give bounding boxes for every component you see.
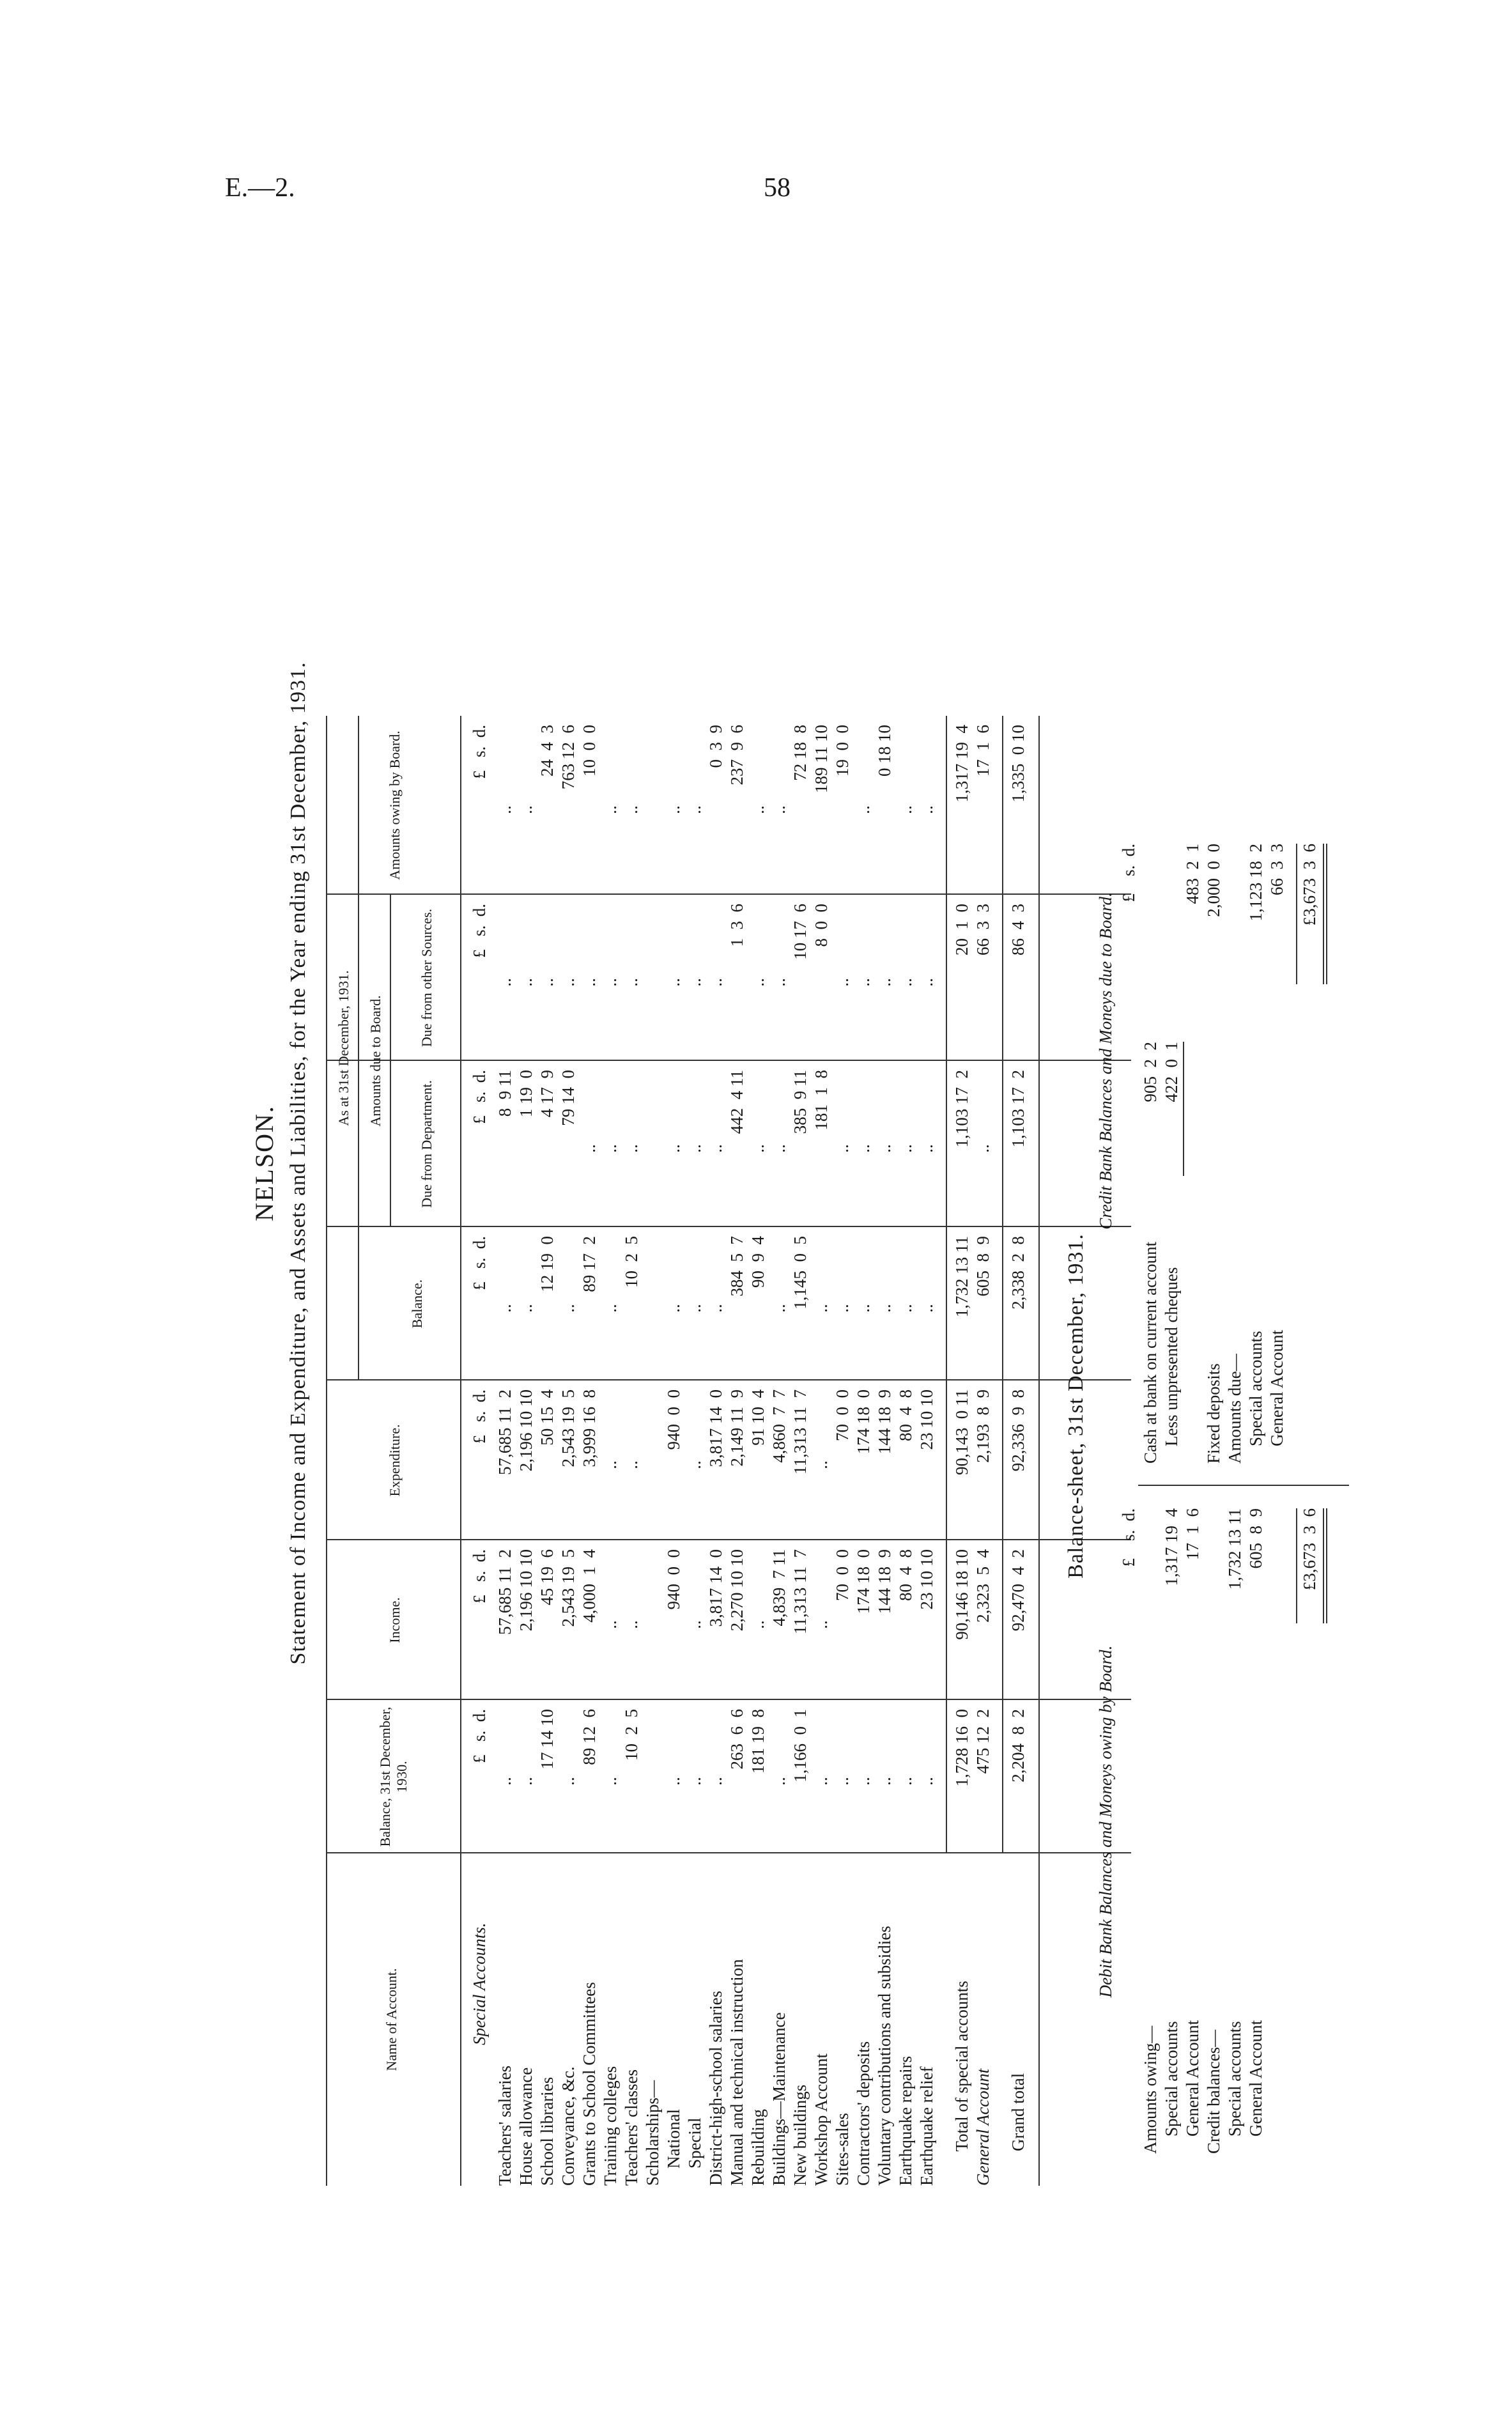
units-label: £ s. d. — [470, 1549, 489, 1604]
row-cell-owing: 763 12 6 — [559, 725, 578, 790]
general-account-row-exp: 2,193 8 9 — [973, 1389, 992, 1463]
row-cell-other: .. — [559, 978, 578, 987]
debit-total-rule-top — [1296, 1508, 1297, 1623]
row-cell-other: .. — [875, 978, 894, 987]
row-cell-other: .. — [495, 978, 514, 987]
credit-label: Less unpresented cheques — [1162, 1267, 1181, 1464]
row-cell-exp: .. — [601, 1460, 620, 1469]
row-cell-income: .. — [812, 1620, 831, 1629]
row-label: Manual and technical instruction — [727, 1959, 746, 2186]
row-cell-income: 174 18 0 — [854, 1549, 873, 1614]
due-to-board-rule — [390, 895, 391, 1227]
credit-label: Cash at bank on current account — [1141, 1241, 1160, 1464]
row-cell-bal: 384 5 7 — [727, 1236, 746, 1297]
header-due-dept: Due from Department. — [419, 1080, 435, 1208]
row-cell-owing: .. — [769, 805, 789, 814]
row-cell-income: 2,543 19 5 — [559, 1549, 578, 1627]
balance-sheet-title: Balance-sheet, 31st December, 1931. — [1064, 1233, 1088, 1579]
debit-total-rule-bottom — [1323, 1508, 1324, 1623]
credit-label: Special accounts — [1246, 1331, 1265, 1464]
row-label: Conveyance, &c. — [559, 2066, 578, 2186]
debit-amount: 1,732 13 11 — [1225, 1508, 1244, 1590]
header-owing: Amounts owing by Board. — [387, 731, 403, 880]
row-cell-bal1930: .. — [664, 1777, 683, 1786]
grand-total-row-bal1930: 2,204 8 2 — [1008, 1709, 1028, 1782]
row-cell-exp: .. — [622, 1460, 641, 1469]
row-cell-bal: .. — [664, 1304, 683, 1313]
row-cell-dept: 79 14 0 — [559, 1070, 578, 1126]
row-label: Training colleges — [601, 2066, 620, 2186]
row-cell-exp: 50 15 4 — [537, 1389, 557, 1446]
grand-total-rule — [1002, 716, 1003, 1853]
row-cell-exp: 57,685 11 2 — [495, 1389, 514, 1475]
row-label: National — [664, 2109, 683, 2186]
row-cell-bal1930: 181 19 8 — [748, 1709, 768, 1774]
row-cell-dept: .. — [833, 1144, 852, 1153]
page-number: 58 — [764, 173, 791, 203]
row-cell-exp: 3,999 16 8 — [580, 1389, 599, 1467]
header-due-to-board: Amounts due to Board. — [367, 995, 383, 1127]
row-cell-dept: .. — [706, 1144, 725, 1153]
row-cell-bal: .. — [812, 1304, 831, 1313]
row-cell-income: 57,685 11 2 — [495, 1549, 514, 1635]
credit-label: Fixed deposits — [1204, 1363, 1223, 1464]
credit-amount: 2,000 0 0 — [1204, 844, 1223, 917]
credit-units: £ s. d. — [1119, 844, 1138, 902]
row-cell-bal: .. — [706, 1304, 725, 1313]
total-special-row-bal1930: 1,728 16 0 — [952, 1709, 971, 1787]
general-account-row-bal1930: 475 12 2 — [973, 1709, 992, 1774]
row-cell-owing: 72 18 8 — [791, 725, 810, 781]
row-cell-dept: .. — [601, 1144, 620, 1153]
debit-label: Amounts owing— — [1141, 2025, 1160, 2154]
row-label: New buildings — [791, 2084, 810, 2186]
row-cell-exp: 144 18 9 — [875, 1389, 894, 1455]
units-label: £ s. d. — [470, 904, 489, 958]
row-cell-exp: 2,196 10 10 — [516, 1389, 536, 1472]
credit-amount: 66 3 3 — [1267, 844, 1286, 895]
row-cell-dept: .. — [748, 1144, 768, 1153]
row-cell-exp: 70 0 0 — [833, 1389, 852, 1441]
row-cell-owing: .. — [896, 805, 915, 814]
row-cell-bal1930: 263 6 6 — [727, 1709, 746, 1770]
row-cell-other: 8 0 0 — [812, 904, 831, 947]
total-special-row-label: Total of special accounts — [952, 1981, 971, 2186]
row-cell-income: .. — [685, 1620, 704, 1629]
row-cell-dept: .. — [685, 1144, 704, 1153]
row-cell-bal: .. — [769, 1304, 789, 1313]
row-cell-income: 940 0 0 — [664, 1549, 683, 1610]
credit-amount: 483 2 1 — [1183, 844, 1202, 904]
credit-sub-amount: 905 2 2 — [1141, 1042, 1160, 1102]
units-label: £ s. d. — [470, 725, 489, 779]
row-cell-exp: 80 4 8 — [896, 1389, 915, 1441]
row-cell-bal1930: .. — [875, 1777, 894, 1786]
table-header-rule — [460, 716, 461, 2186]
general-account-row-owing: 17 1 6 — [973, 725, 992, 777]
debit-amount: 17 1 6 — [1183, 1508, 1202, 1560]
row-label: Special — [685, 2117, 704, 2186]
row-label: Workshop Account — [812, 2053, 831, 2186]
row-cell-bal1930: .. — [601, 1777, 620, 1786]
grand-total-row-exp: 92,336 9 8 — [1008, 1389, 1028, 1472]
header-balance: Balance. — [409, 1279, 425, 1329]
units-label: £ s. d. — [470, 1389, 489, 1444]
row-cell-income: 45 19 6 — [537, 1549, 557, 1605]
row-cell-other: .. — [896, 978, 915, 987]
units-label: £ s. d. — [470, 1070, 489, 1124]
row-cell-income: .. — [748, 1620, 768, 1629]
row-cell-exp: .. — [812, 1460, 831, 1469]
row-cell-bal1930: 1,166 0 1 — [791, 1709, 810, 1782]
row-cell-other: .. — [580, 978, 599, 987]
row-cell-bal1930: .. — [559, 1777, 578, 1786]
row-cell-bal1930: .. — [495, 1777, 514, 1786]
row-cell-bal: .. — [495, 1304, 514, 1313]
credit-amount: 1,123 18 2 — [1246, 844, 1265, 922]
credit-sub-amount: 422 0 1 — [1162, 1042, 1181, 1102]
debit-total-rule-bottom2 — [1326, 1508, 1327, 1623]
debit-label: Credit balances— — [1204, 2029, 1223, 2154]
row-cell-bal1930: .. — [917, 1777, 936, 1786]
row-cell-other: .. — [917, 978, 936, 987]
row-cell-other: .. — [537, 978, 557, 987]
row-label: Buildings—Maintenance — [769, 2012, 789, 2186]
row-cell-dept: .. — [580, 1144, 599, 1153]
row-cell-dept: 385 9 11 — [791, 1070, 810, 1134]
row-cell-exp: 11,313 11 7 — [791, 1389, 810, 1474]
row-cell-owing: 189 11 10 — [812, 725, 831, 793]
row-cell-other: 10 17 6 — [791, 904, 810, 960]
row-label: Earthquake repairs — [896, 2055, 915, 2186]
credit-label: General Account — [1267, 1329, 1286, 1464]
row-cell-dept: .. — [917, 1144, 936, 1153]
row-cell-exp: 3,817 14 0 — [706, 1389, 725, 1467]
row-cell-other: .. — [854, 978, 873, 987]
row-cell-exp: 2,149 11 9 — [727, 1389, 746, 1467]
total-special-row-exp: 90,143 0 11 — [952, 1389, 971, 1475]
rotated-page — [249, 89, 1319, 2237]
row-cell-bal: 10 2 5 — [622, 1236, 641, 1288]
row-label: Teachers' classes — [622, 2069, 641, 2186]
debit-label: Special accounts — [1225, 2021, 1244, 2154]
row-cell-income: .. — [601, 1620, 620, 1629]
row-label: Scholarships— — [643, 2080, 662, 2186]
row-cell-other: .. — [622, 978, 641, 987]
credit-total-rule-top — [1296, 844, 1297, 984]
row-label: Voluntary contributions and subsidies — [875, 1926, 894, 2186]
row-cell-exp: 174 18 0 — [854, 1389, 873, 1455]
row-cell-exp: 23 10 10 — [917, 1389, 936, 1450]
row-cell-bal1930: .. — [896, 1777, 915, 1786]
row-cell-dept: 181 1 8 — [812, 1070, 831, 1131]
row-cell-exp: 940 0 0 — [664, 1389, 683, 1450]
row-cell-income: 11,313 11 7 — [791, 1549, 810, 1634]
row-cell-bal1930: .. — [833, 1777, 852, 1786]
debit-label: General Account — [1183, 2020, 1202, 2154]
credit-total: £3,673 3 6 — [1300, 844, 1319, 926]
row-cell-owing: 19 0 0 — [833, 725, 852, 777]
row-cell-owing: .. — [685, 805, 704, 814]
table-bottom-rule — [1038, 716, 1040, 2186]
row-cell-dept: 1 19 0 — [516, 1070, 536, 1118]
row-cell-bal1930: .. — [812, 1777, 831, 1786]
row-cell-bal: .. — [896, 1304, 915, 1313]
row-cell-income: 23 10 10 — [917, 1549, 936, 1610]
row-label: Grants to School Committees — [580, 1982, 599, 2186]
row-cell-other: .. — [706, 978, 725, 987]
row-cell-income: 2,270 10 10 — [727, 1549, 746, 1632]
row-cell-bal1930: 89 12 6 — [580, 1709, 599, 1765]
row-cell-dept: .. — [854, 1144, 873, 1153]
section-special-accounts: Special Accounts. — [470, 1922, 489, 2045]
header-balance-1930: Balance, 31st December, 1930. — [377, 1706, 410, 1847]
row-cell-other: .. — [601, 978, 620, 987]
row-cell-owing: .. — [917, 805, 936, 814]
total-special-row-owing: 1,317 19 4 — [952, 725, 971, 803]
row-cell-income: 2,196 10 10 — [516, 1549, 536, 1632]
row-cell-owing: .. — [748, 805, 768, 814]
row-cell-exp: .. — [685, 1460, 704, 1469]
row-cell-owing: .. — [495, 805, 514, 814]
row-cell-bal1930: 10 2 5 — [622, 1709, 641, 1761]
row-cell-exp: 2,543 19 5 — [559, 1389, 578, 1467]
row-cell-bal: .. — [917, 1304, 936, 1313]
table-top-rule — [326, 716, 327, 2186]
row-cell-other: .. — [769, 978, 789, 987]
general-account-row-other: 66 3 3 — [973, 904, 992, 955]
header-expenditure: Expenditure. — [387, 1424, 403, 1497]
total-special-row-bal: 1,732 13 11 — [952, 1236, 971, 1318]
statement-title: Statement of Income and Expenditure, and Assets and Liabilities, for the Year ending 31st December, 1931. — [286, 661, 310, 1665]
debit-units: £ s. d. — [1119, 1508, 1138, 1567]
total-special-row-other: 20 1 0 — [952, 904, 971, 955]
units-label: £ s. d. — [470, 1709, 489, 1763]
row-cell-bal: .. — [559, 1304, 578, 1313]
row-cell-bal: .. — [875, 1304, 894, 1313]
row-cell-other: .. — [748, 978, 768, 987]
row-cell-bal: 90 9 4 — [748, 1236, 768, 1288]
row-cell-bal: 89 17 2 — [580, 1236, 599, 1292]
row-cell-income: 3,817 14 0 — [706, 1549, 725, 1627]
row-cell-owing: 0 3 9 — [706, 725, 725, 768]
row-cell-income: .. — [622, 1620, 641, 1629]
credit-label: Amounts due— — [1225, 1354, 1244, 1464]
general-account-row-dept: .. — [973, 1144, 992, 1153]
row-cell-owing: .. — [622, 805, 641, 814]
grand-total-row-other: 86 4 3 — [1008, 904, 1028, 955]
row-label: Earthquake relief — [917, 2066, 936, 2186]
row-cell-bal1930: .. — [854, 1777, 873, 1786]
row-cell-owing: .. — [601, 805, 620, 814]
row-cell-other: .. — [685, 978, 704, 987]
general-account-row-label: General Account — [973, 2068, 992, 2186]
grand-total-row-bal: 2,338 2 8 — [1008, 1236, 1028, 1310]
units-label: £ s. d. — [470, 1236, 489, 1290]
row-cell-dept: .. — [769, 1144, 789, 1153]
row-label: District-high-school salaries — [706, 1990, 725, 2186]
row-cell-owing: 0 18 10 — [875, 725, 894, 777]
row-cell-income: 70 0 0 — [833, 1549, 852, 1601]
row-cell-bal1930: .. — [706, 1777, 725, 1786]
grand-total-row-label: Grand total — [1008, 2073, 1028, 2186]
row-label: Teachers' salaries — [495, 2065, 514, 2186]
row-cell-bal1930: .. — [769, 1777, 789, 1786]
debit-title: Debit Bank Balances and Moneys owing by Board. — [1096, 1645, 1115, 1998]
row-cell-bal: 1,145 0 5 — [791, 1236, 810, 1310]
district-title: NELSON. — [250, 1105, 279, 1221]
row-cell-owing: .. — [664, 805, 683, 814]
row-cell-bal: .. — [516, 1304, 536, 1313]
row-cell-owing: .. — [516, 805, 536, 814]
row-cell-dept: 4 17 9 — [537, 1070, 557, 1118]
row-cell-bal1930: 17 14 10 — [537, 1709, 557, 1770]
header-due-other: Due from other Sources. — [419, 908, 435, 1048]
page-code: E.—2. — [225, 173, 295, 203]
sub-total-rule — [1183, 1042, 1184, 1176]
general-account-row-bal: 605 8 9 — [973, 1236, 992, 1297]
credit-total-rule-bottom — [1323, 844, 1324, 984]
row-cell-income: 144 18 9 — [875, 1549, 894, 1614]
row-cell-exp: 4,860 7 7 — [769, 1389, 789, 1463]
debit-amount: 605 8 9 — [1246, 1508, 1265, 1569]
total-special-row-income: 90,146 18 10 — [952, 1549, 971, 1640]
row-cell-owing: 237 9 6 — [727, 725, 746, 785]
total-special-row-dept: 1,103 17 2 — [952, 1070, 971, 1148]
general-account-row-income: 2,323 5 4 — [973, 1549, 992, 1623]
row-cell-dept: .. — [664, 1144, 683, 1153]
balance-sheet-divider — [1138, 1485, 1349, 1486]
row-cell-owing: 24 4 3 — [537, 725, 557, 777]
row-cell-bal: .. — [854, 1304, 873, 1313]
header-name: Name of Account. — [383, 1968, 399, 2071]
debit-label: General Account — [1246, 2020, 1265, 2154]
credit-total-rule-bottom2 — [1326, 844, 1327, 984]
subtotal-rule — [946, 716, 947, 1853]
row-cell-dept: .. — [622, 1144, 641, 1153]
grand-total-row-income: 92,470 4 2 — [1008, 1549, 1028, 1632]
as-at-rule — [358, 716, 359, 1380]
row-cell-dept: .. — [875, 1144, 894, 1153]
row-label: School libraries — [537, 2076, 557, 2186]
row-cell-other: .. — [516, 978, 536, 987]
row-cell-other: .. — [833, 978, 852, 987]
row-cell-owing: .. — [854, 805, 873, 814]
row-cell-other: .. — [664, 978, 683, 987]
row-cell-owing: 10 0 0 — [580, 725, 599, 777]
row-cell-dept: 8 9 11 — [495, 1070, 514, 1117]
row-cell-income: 4,839 7 11 — [769, 1549, 789, 1627]
row-cell-income: 4,000 1 4 — [580, 1549, 599, 1623]
row-cell-bal: 12 19 0 — [537, 1236, 557, 1292]
grand-total-row-dept: 1,103 17 2 — [1008, 1070, 1028, 1148]
row-cell-bal: .. — [685, 1304, 704, 1313]
row-cell-exp: 91 10 4 — [748, 1389, 768, 1446]
credit-title: Credit Bank Balances and Moneys due to Board. — [1096, 892, 1115, 1230]
row-cell-bal: .. — [601, 1304, 620, 1313]
debit-amount: 1,317 19 4 — [1162, 1508, 1181, 1586]
header-income: Income. — [387, 1597, 403, 1643]
row-cell-bal1930: .. — [685, 1777, 704, 1786]
row-cell-income: 80 4 8 — [896, 1549, 915, 1601]
row-cell-bal: .. — [833, 1304, 852, 1313]
grand-total-row-owing: 1,335 0 10 — [1008, 725, 1028, 803]
row-cell-dept: .. — [896, 1144, 915, 1153]
debit-label: Special accounts — [1162, 2021, 1181, 2154]
debit-total: £3,673 3 6 — [1300, 1508, 1319, 1591]
row-label: Sites-sales — [833, 2113, 852, 2186]
row-cell-dept: 442 4 11 — [727, 1070, 746, 1134]
row-label: Rebuilding — [748, 2109, 768, 2186]
row-label: House allowance — [516, 2067, 536, 2186]
row-cell-bal1930: .. — [516, 1777, 536, 1786]
row-cell-other: 1 3 6 — [727, 904, 746, 947]
header-as-at: As at 31st December, 1931. — [336, 970, 351, 1126]
row-label: Contractors' deposits — [854, 2041, 873, 2186]
